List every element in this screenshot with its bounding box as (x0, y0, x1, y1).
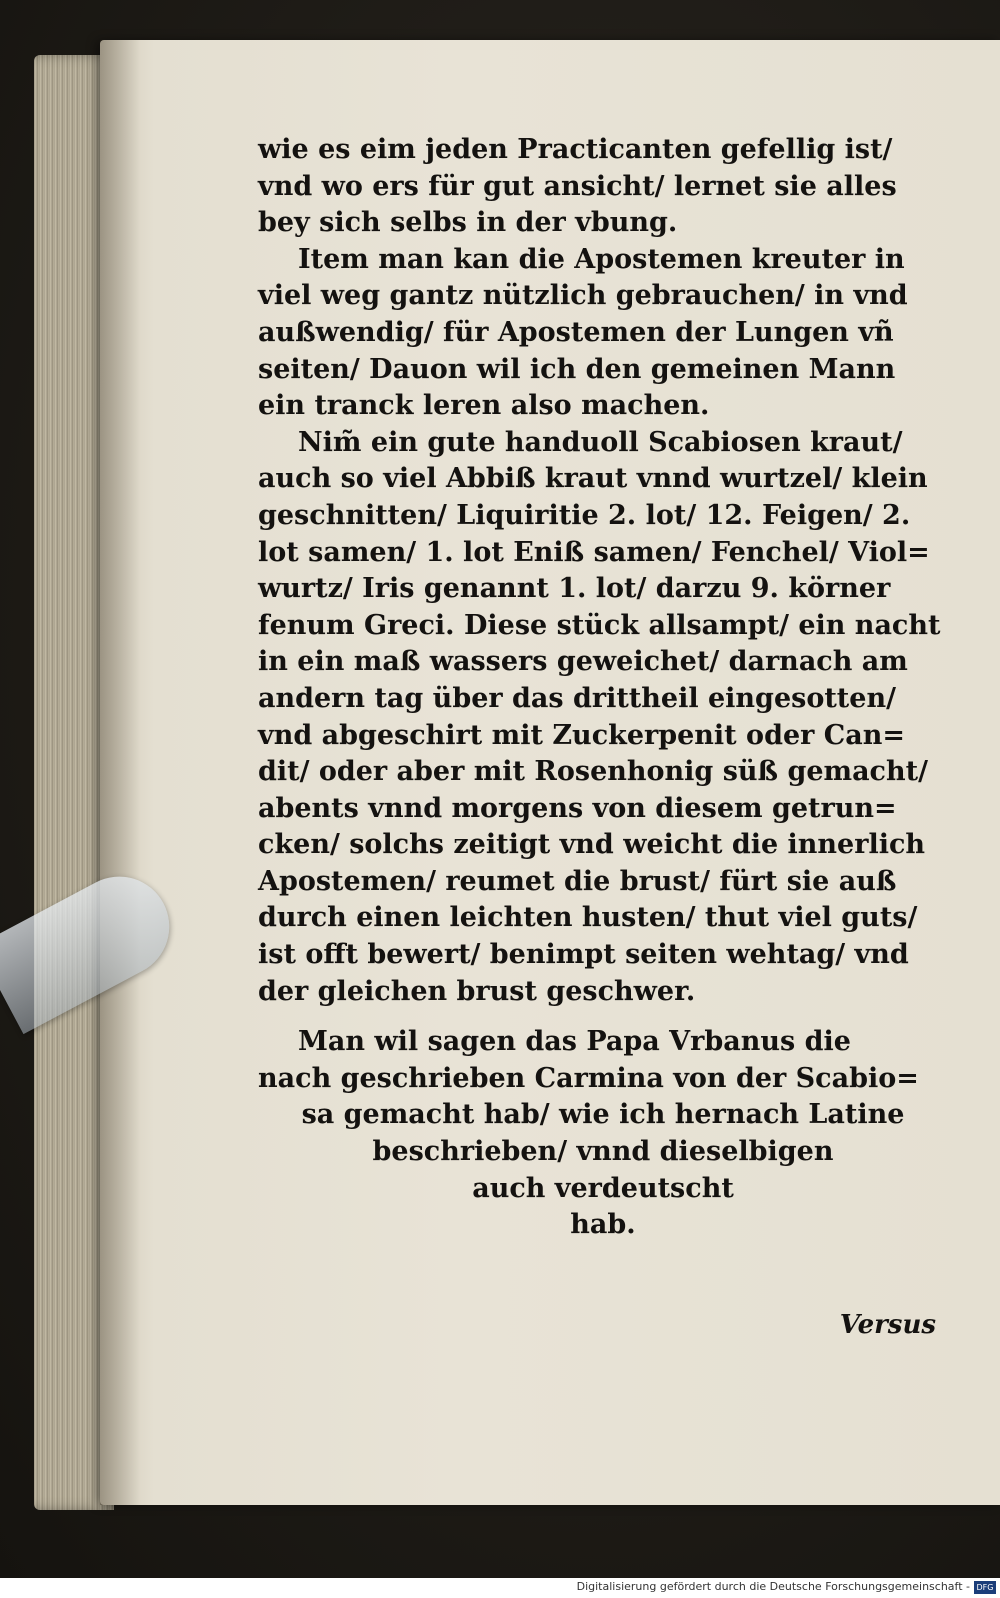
text-line: ein tranck leren also machen. (258, 390, 710, 422)
text-line: seiten/ Dauon wil ich den gemeinen Mann (258, 353, 896, 385)
text-line: sa gemacht hab/ wie ich hernach Latine (301, 1099, 905, 1131)
dfg-logo: DFG (974, 1581, 996, 1594)
text-line: beschrieben/ vnnd dieselbigen (372, 1136, 834, 1168)
text-line: auch verdeutscht (472, 1172, 734, 1204)
page-text (258, 132, 948, 1244)
text-line: fenum Greci. Diese stück allsampt/ ein nacht (258, 609, 941, 641)
text-line: ist offt bewert/ benimpt seiten wehtag/ vnd (258, 939, 909, 971)
footer-bar (0, 1578, 1000, 1598)
footer-credit: Digitalisierung gefördert durch die Deutsche Forschungsgemeinschaft - (576, 1580, 970, 1593)
text-line: geschnitten/ Liquiritie 2. lot/ 12. Feigen/ 2. (258, 499, 911, 531)
text-line: in ein maß wassers geweichet/ darnach am (258, 646, 908, 678)
text-line: vnd wo ers für gut ansicht/ lernet sie alles (258, 170, 897, 202)
text-line: wurtz/ Iris genannt 1. lot/ darzu 9. körner (258, 573, 891, 605)
text-line: vnd abgeschirt mit Zuckerpenit oder Can= (258, 719, 905, 751)
text-line: auch so viel Abbiß kraut vnnd wurtzel/ klein (258, 463, 928, 495)
text-line: bey sich selbs in der vbung. (258, 207, 678, 239)
text-line: Item man kan die Apostemen kreuter in (298, 243, 905, 275)
text-line: durch einen leichten husten/ thut viel guts/ (258, 902, 918, 934)
text-line: der gleichen brust geschwer. (258, 975, 696, 1007)
text-line: Apostemen/ reumet die brust/ fürt sie auß (258, 865, 897, 897)
text-line: hab. (570, 1209, 636, 1241)
catchword: Versus (839, 1310, 936, 1340)
text-line: cken/ solchs zeitigt vnd weicht die innerlich (258, 829, 926, 861)
text-line: dit/ oder aber mit Rosenhonig süß gemacht/ (258, 756, 928, 788)
text-line: nach geschrieben Carmina von der Scabio= (258, 1062, 919, 1094)
text-line: außwendig/ für Apostemen der Lungen vñ (258, 316, 894, 348)
text-line: Nim̃ ein gute handuoll Scabiosen kraut/ (298, 426, 903, 458)
text-line: lot samen/ 1. lot Eniß samen/ Fenchel/ Viol= (258, 536, 930, 568)
text-line: wie es eim jeden Practicanten gefellig ist/ (258, 134, 893, 165)
text-line: abents vnnd morgens von diesem getrun= (258, 792, 897, 824)
text-line: andern tag über das drittheil eingesotten/ (258, 682, 896, 714)
text-line: viel weg gantz nützlich gebrauchen/ in vnd (258, 280, 908, 312)
text-line: Man wil sagen das Papa Vrbanus die (298, 1026, 851, 1058)
